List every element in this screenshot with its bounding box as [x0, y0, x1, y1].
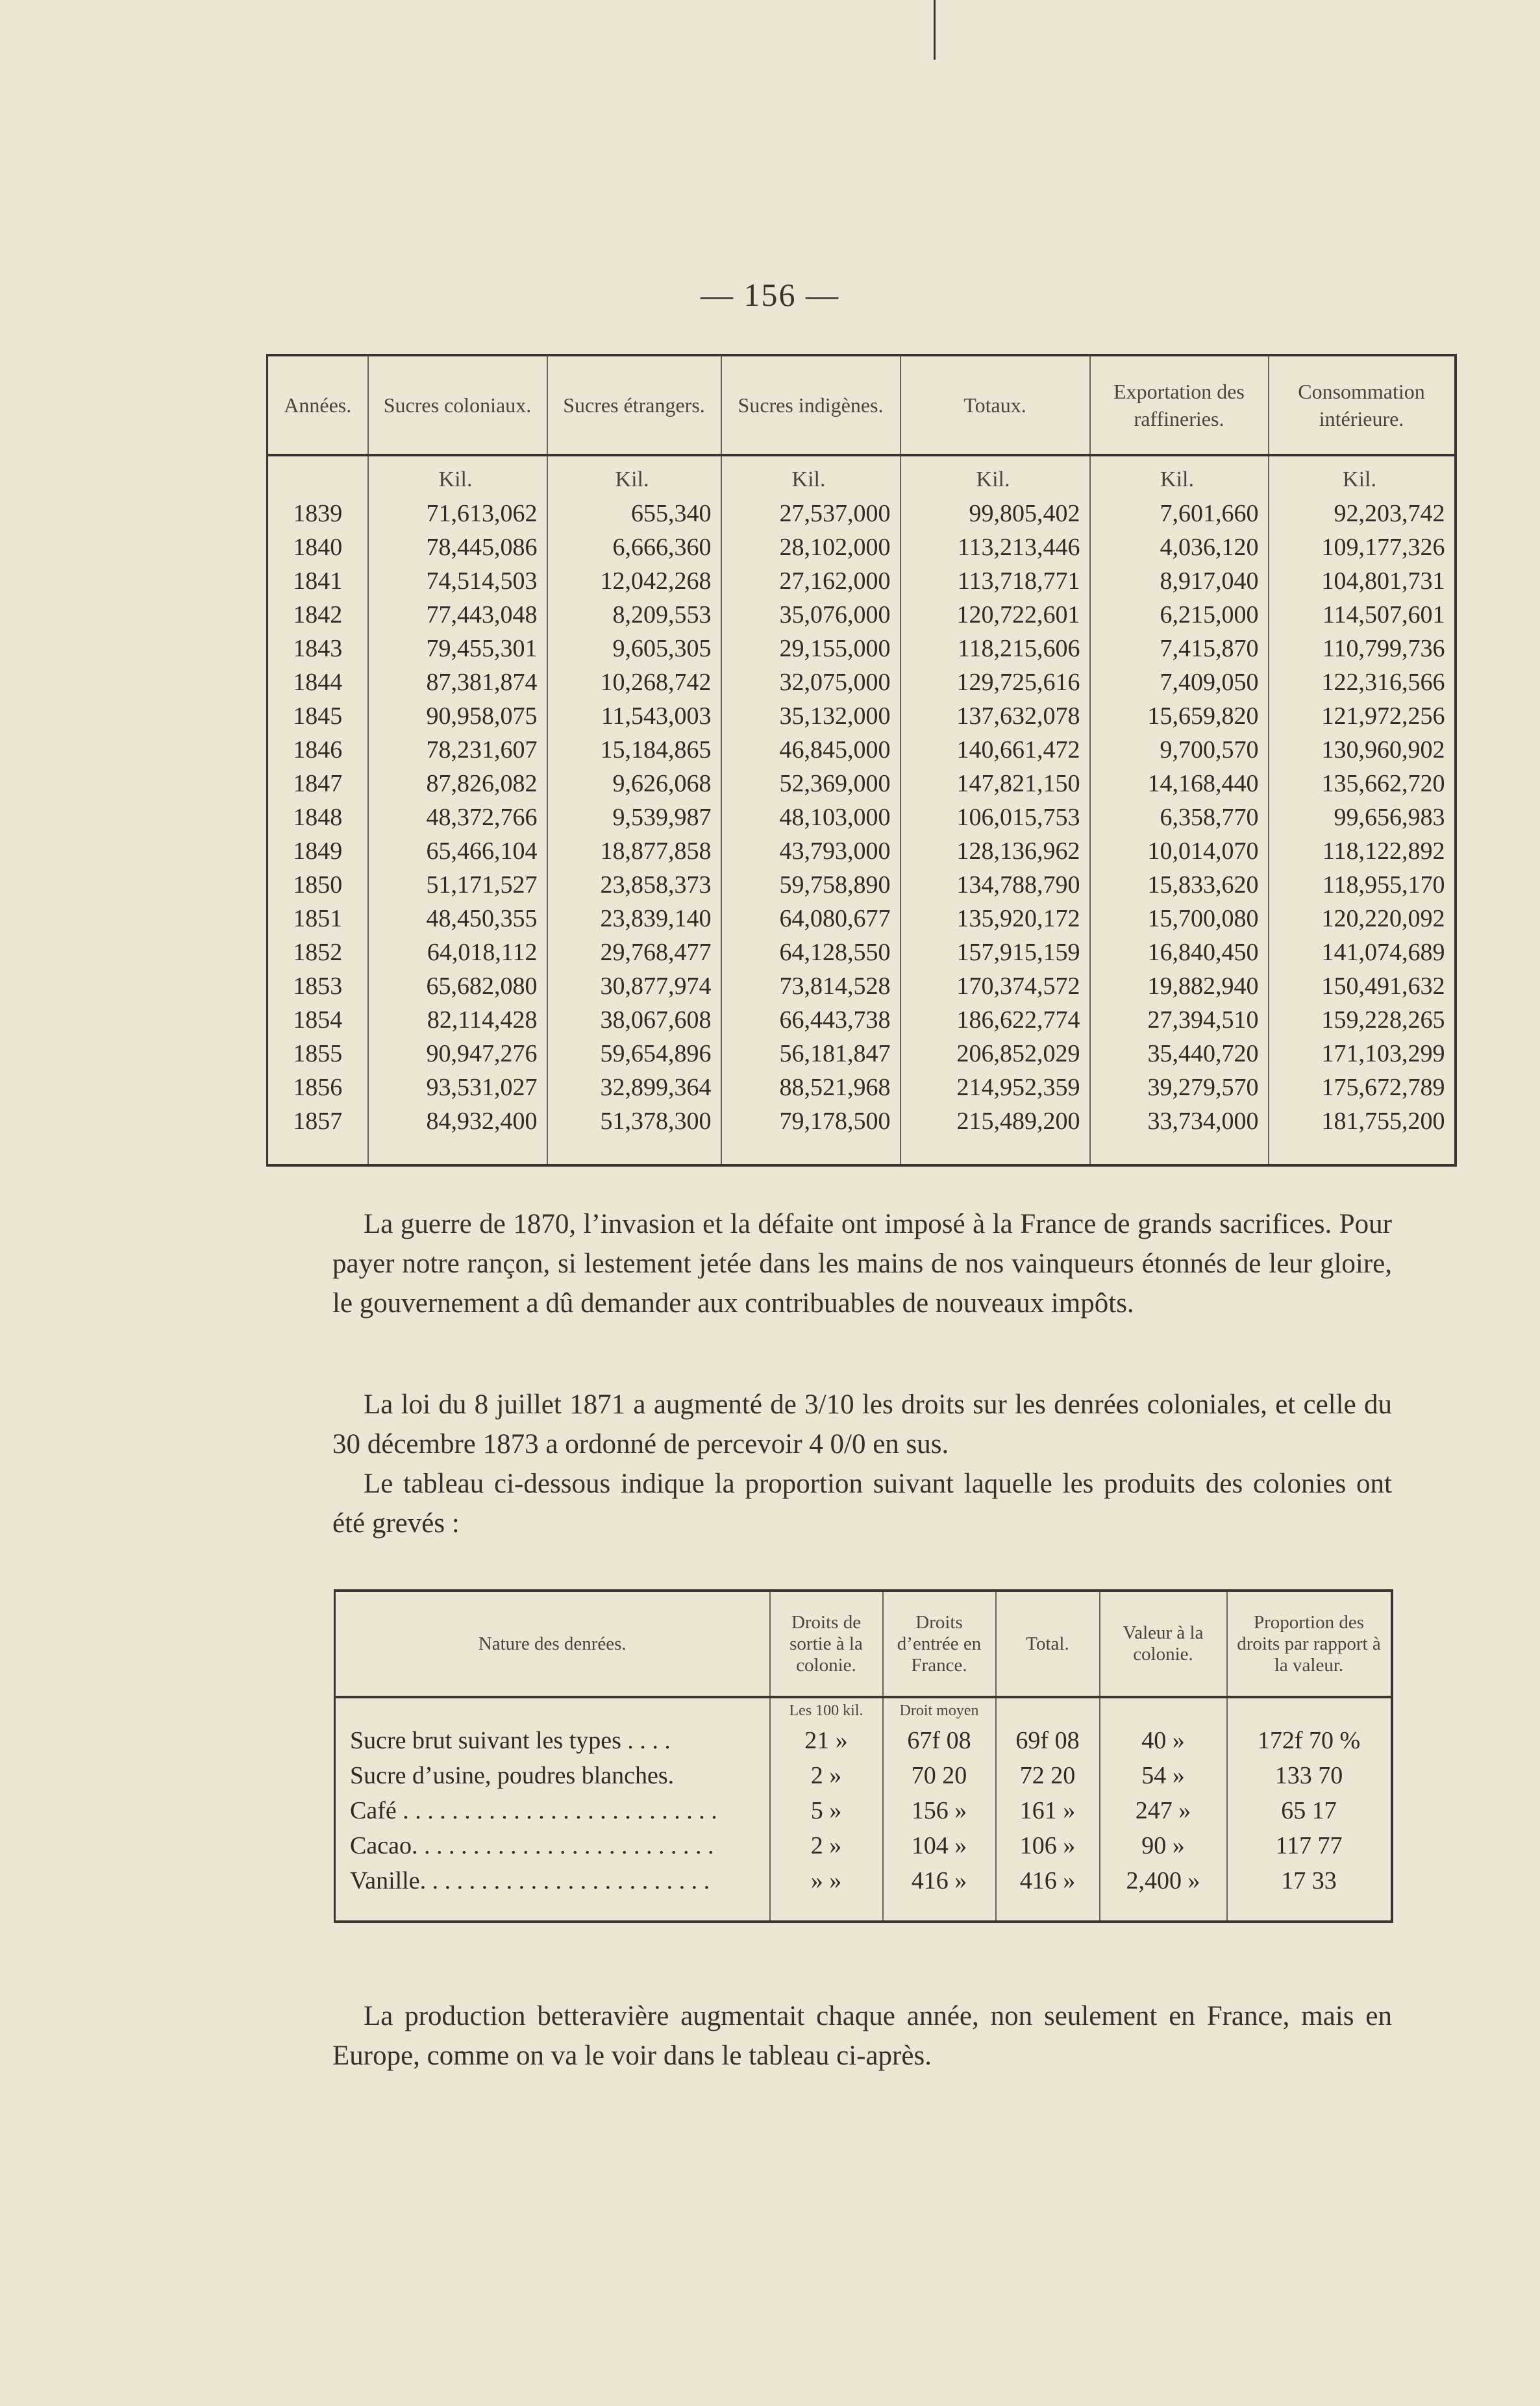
table-cell: 129,725,616 — [900, 665, 1090, 699]
table2-header-proportion: Proportion des droits par rapport à la valeur. — [1227, 1591, 1392, 1697]
paragraph-table-intro: Le tableau ci-dessous indique la proportion suivant laquelle les produits des colonies ont été grevés : — [332, 1469, 1392, 1539]
unit-cell: Kil. — [1343, 467, 1376, 491]
spacer-cell — [267, 1138, 368, 1165]
table-cell: Cacao. . . . . . . . . . . . . . . . . . . . . . . . . — [335, 1828, 770, 1863]
table-cell: 171,103,299 — [1321, 1040, 1445, 1067]
unit-cell: Kil. — [721, 455, 900, 497]
table-cell: 157,915,159 — [900, 936, 1090, 969]
table-cell: 7,415,870 — [1090, 632, 1269, 665]
unit-cell — [335, 1697, 770, 1723]
table-row — [267, 497, 1456, 530]
table-cell: 35,440,720 — [1090, 1037, 1269, 1071]
table-cell: 82,114,428 — [368, 1003, 547, 1037]
table-row — [267, 699, 1456, 733]
table-row — [267, 1037, 1456, 1071]
table-cell: 69f 08 — [996, 1723, 1100, 1758]
table-cell: 159,228,265 — [1321, 1006, 1445, 1034]
table-cell: 8,917,040 — [1090, 564, 1269, 598]
spacer-cell — [996, 1898, 1100, 1922]
table-cell: 118,122,892 — [1322, 837, 1445, 865]
table-cell: 59,654,896 — [547, 1037, 721, 1071]
table-cell: 117 77 — [1275, 1832, 1343, 1859]
spacer-cell — [721, 1138, 900, 1165]
sugar-statistics-table — [266, 354, 1457, 1167]
table-cell: 73,814,528 — [721, 969, 900, 1003]
unit-cell: Kil. — [900, 455, 1090, 497]
table-cell: 150,491,632 — [1321, 973, 1445, 1000]
table-cell: 87,381,874 — [368, 665, 547, 699]
unit-cell — [1100, 1697, 1227, 1723]
table-row — [267, 767, 1456, 800]
table-cell: 134,788,790 — [900, 868, 1090, 902]
table-cell: 135,920,172 — [900, 902, 1090, 936]
table-cell: Sucre d’usine, poudres blanches. — [335, 1758, 770, 1793]
table-row — [267, 1071, 1456, 1104]
table-cell: 64,128,550 — [721, 936, 900, 969]
table1-body — [267, 455, 1456, 1165]
table-cell: Sucre brut suivant les types . . . . — [335, 1723, 770, 1758]
table-cell: 1839 — [267, 497, 368, 530]
table1-units-row — [267, 455, 1456, 497]
table-cell: 15,184,865 — [547, 733, 721, 767]
table-cell: 54 » — [1100, 1758, 1227, 1793]
table-cell: 10,268,742 — [547, 665, 721, 699]
table-cell: » » — [770, 1863, 883, 1898]
table-row — [267, 733, 1456, 767]
table-cell: 120,722,601 — [900, 598, 1090, 632]
table-cell: 38,067,608 — [547, 1003, 721, 1037]
table-cell: 114,507,601 — [1322, 601, 1445, 628]
paragraph-beet-production: La production betteravière augmentait chaque année, non seulement en France, mais en Europe, comme on va le voir dans le tableau ci-après. — [332, 2001, 1392, 2071]
table-cell: 90,947,276 — [368, 1037, 547, 1071]
table-bottom-spacer — [267, 1138, 1456, 1165]
table-cell: 90,958,075 — [368, 699, 547, 733]
table-row — [267, 969, 1456, 1003]
table1-header-foreign: Sucres étrangers. — [547, 355, 721, 455]
table-cell: 2 » — [770, 1758, 883, 1793]
table-cell: 186,622,774 — [900, 1003, 1090, 1037]
unit-cell: Les 100 kil. — [770, 1697, 883, 1723]
table-cell: 9,700,570 — [1090, 733, 1269, 767]
table-cell: 79,178,500 — [721, 1104, 900, 1138]
table-cell: 1854 — [267, 1003, 368, 1037]
table-cell: 2 » — [770, 1828, 883, 1863]
table2-header-exit-duty: Droits de sortie à la colonie. — [770, 1591, 883, 1697]
table-cell: 16,840,450 — [1090, 936, 1269, 969]
table-cell: 35,132,000 — [721, 699, 900, 733]
table-cell: 118,955,170 — [1322, 871, 1445, 899]
table1-header-consumption: Consommation intérieure. — [1269, 355, 1456, 455]
unit-cell — [1227, 1697, 1392, 1723]
table-row — [335, 1828, 1392, 1863]
table-cell: 1855 — [267, 1037, 368, 1071]
table-cell: 1850 — [267, 868, 368, 902]
table-cell: 19,882,940 — [1090, 969, 1269, 1003]
table-row — [267, 1003, 1456, 1037]
table-cell: 1853 — [267, 969, 368, 1003]
table-row — [267, 834, 1456, 868]
table-cell: 181,755,200 — [1321, 1108, 1445, 1135]
table-cell: 71,613,062 — [368, 497, 547, 530]
table-cell: 90 » — [1100, 1828, 1227, 1863]
table-cell: Café . . . . . . . . . . . . . . . . . . . . . . . . . . — [335, 1793, 770, 1828]
table-row — [267, 868, 1456, 902]
table-cell: 104,801,731 — [1321, 567, 1445, 595]
paragraph-war-1870: La guerre de 1870, l’invasion et la défaite ont imposé à la France de grands sacrifices. Pour payer notre rançon, si lestement jetée dans les mains de nos vainqueurs étonnés de leur gloire, le gouvernement a dû demander aux contribuables de nouveaux impôts. — [332, 1209, 1392, 1319]
table-cell: 67f 08 — [883, 1723, 996, 1758]
table-cell: 247 » — [1100, 1793, 1227, 1828]
table-cell: 1849 — [267, 834, 368, 868]
table-cell: 104 » — [883, 1828, 996, 1863]
table-cell: 79,455,301 — [368, 632, 547, 665]
table-cell: 32,075,000 — [721, 665, 900, 699]
table-cell: 1841 — [267, 564, 368, 598]
table-cell: 84,932,400 — [368, 1104, 547, 1138]
table1-header-colonial: Sucres coloniaux. — [368, 355, 547, 455]
table-cell: 46,845,000 — [721, 733, 900, 767]
table-cell: 137,632,078 — [900, 699, 1090, 733]
unit-cell — [996, 1697, 1100, 1723]
table-cell: 65,466,104 — [368, 834, 547, 868]
table-cell: 15,659,820 — [1090, 699, 1269, 733]
colonial-duties-table — [334, 1589, 1393, 1923]
table-cell: 133 70 — [1274, 1762, 1343, 1789]
table-cell: 6,666,360 — [547, 530, 721, 564]
table-row — [335, 1793, 1392, 1828]
spacer-cell — [770, 1898, 883, 1922]
table-cell: 1842 — [267, 598, 368, 632]
table2-body — [335, 1697, 1392, 1922]
table-cell: 88,521,968 — [721, 1071, 900, 1104]
table-cell: 10,014,070 — [1090, 834, 1269, 868]
table-cell: 1843 — [267, 632, 368, 665]
table-cell: 27,537,000 — [721, 497, 900, 530]
table-cell: 1851 — [267, 902, 368, 936]
table2-units-row — [335, 1697, 1392, 1723]
table-cell: 65 17 — [1281, 1797, 1337, 1824]
table-cell: 109,177,326 — [1321, 534, 1445, 561]
table-cell: 70 20 — [883, 1758, 996, 1793]
table-cell: 56,181,847 — [721, 1037, 900, 1071]
table-cell: 128,136,962 — [900, 834, 1090, 868]
table-cell: 18,877,858 — [547, 834, 721, 868]
table-cell: 156 » — [883, 1793, 996, 1828]
table-cell: 8,209,553 — [547, 598, 721, 632]
table-row — [267, 1104, 1456, 1138]
table-cell: 7,601,660 — [1090, 497, 1269, 530]
table-cell: 121,972,256 — [1321, 702, 1445, 730]
table-cell: 51,171,527 — [368, 868, 547, 902]
table-cell: 21 » — [770, 1723, 883, 1758]
table-cell: 1844 — [267, 665, 368, 699]
table-cell: 170,374,572 — [900, 969, 1090, 1003]
table-cell: 17 33 — [1281, 1867, 1337, 1894]
table-cell: 9,605,305 — [547, 632, 721, 665]
table-cell: 28,102,000 — [721, 530, 900, 564]
unit-cell: Droit moyen — [883, 1697, 996, 1723]
table2-header-row — [335, 1591, 1392, 1697]
spacer-cell — [547, 1138, 721, 1165]
table-cell: 7,409,050 — [1090, 665, 1269, 699]
table-cell: 113,213,446 — [900, 530, 1090, 564]
table-cell: 1852 — [267, 936, 368, 969]
table-cell: 23,839,140 — [547, 902, 721, 936]
table-cell: 99,805,402 — [900, 497, 1090, 530]
spacer-cell — [368, 1138, 547, 1165]
table-cell: 206,852,029 — [900, 1037, 1090, 1071]
unit-cell: Kil. — [1090, 455, 1269, 497]
table-cell: 78,231,607 — [368, 733, 547, 767]
table-cell: 33,734,000 — [1090, 1104, 1269, 1138]
table-cell: 9,539,987 — [547, 800, 721, 834]
table-cell: 140,661,472 — [900, 733, 1090, 767]
table-cell: 1848 — [267, 800, 368, 834]
table-row — [335, 1863, 1392, 1898]
table-row — [267, 598, 1456, 632]
table-cell: 64,018,112 — [368, 936, 547, 969]
spacer-cell — [1100, 1898, 1227, 1922]
table-cell: 27,162,000 — [721, 564, 900, 598]
table-cell: 2,400 » — [1100, 1863, 1227, 1898]
table-row — [267, 936, 1456, 969]
table-cell: 215,489,200 — [900, 1104, 1090, 1138]
table-cell: 27,394,510 — [1090, 1003, 1269, 1037]
table-cell: 214,952,359 — [900, 1071, 1090, 1104]
table-cell: 172f 70 % — [1257, 1727, 1361, 1754]
table-row — [267, 564, 1456, 598]
paragraph-law-1871: La loi du 8 juillet 1871 a augmenté de 3/10 les droits sur les denrées coloniales, et celle du 30 décembre 1873 a ordonné de percevoir 4 0/0 en sus. — [332, 1389, 1392, 1459]
table-cell: 106 » — [996, 1828, 1100, 1863]
table-cell: 77,443,048 — [368, 598, 547, 632]
table-cell: 72 20 — [996, 1758, 1100, 1793]
table-cell: 15,700,080 — [1090, 902, 1269, 936]
unit-cell — [267, 455, 368, 497]
table-row — [335, 1723, 1392, 1758]
table-bottom-spacer — [335, 1898, 1392, 1922]
table-cell: 15,833,620 — [1090, 868, 1269, 902]
table-cell: 110,799,736 — [1322, 635, 1445, 662]
spacer-cell — [1227, 1898, 1392, 1922]
table1-header-totals: Totaux. — [900, 355, 1090, 455]
table-cell: 135,662,720 — [1321, 770, 1445, 797]
table-cell: 9,626,068 — [547, 767, 721, 800]
table-cell: 106,015,753 — [900, 800, 1090, 834]
table-cell: 78,445,086 — [368, 530, 547, 564]
table2-header-entry-duty: Droits d’entrée en France. — [883, 1591, 996, 1697]
table-row — [267, 632, 1456, 665]
table-row — [267, 665, 1456, 699]
table-cell: 416 » — [883, 1863, 996, 1898]
table-cell: 130,960,902 — [1321, 736, 1445, 763]
table-cell: 48,103,000 — [721, 800, 900, 834]
table-cell: 39,279,570 — [1090, 1071, 1269, 1104]
table-cell: 35,076,000 — [721, 598, 900, 632]
spacer-cell — [1269, 1138, 1456, 1165]
table-cell: 416 » — [996, 1863, 1100, 1898]
table-row — [335, 1758, 1392, 1793]
table-cell: 43,793,000 — [721, 834, 900, 868]
table-cell: 113,718,771 — [900, 564, 1090, 598]
table-cell: 59,758,890 — [721, 868, 900, 902]
table-cell: 175,672,789 — [1321, 1074, 1445, 1101]
table-cell: 29,155,000 — [721, 632, 900, 665]
table-cell: 64,080,677 — [721, 902, 900, 936]
table-cell: 141,074,689 — [1321, 939, 1445, 966]
table2-header-total: Total. — [996, 1591, 1100, 1697]
table-cell: 66,443,738 — [721, 1003, 900, 1037]
table-cell: 6,358,770 — [1090, 800, 1269, 834]
table-cell: 40 » — [1100, 1723, 1227, 1758]
table-cell: 30,877,974 — [547, 969, 721, 1003]
table-cell: 74,514,503 — [368, 564, 547, 598]
table-cell: 52,369,000 — [721, 767, 900, 800]
table-cell: Vanille. . . . . . . . . . . . . . . . . . . . . . . . — [335, 1863, 770, 1898]
scan-mark — [934, 0, 936, 60]
table-cell: 48,372,766 — [368, 800, 547, 834]
table-cell: 12,042,268 — [547, 564, 721, 598]
table-row — [267, 530, 1456, 564]
spacer-cell — [883, 1898, 996, 1922]
table-cell: 14,168,440 — [1090, 767, 1269, 800]
table-cell: 92,203,742 — [1334, 500, 1445, 527]
table1-header-export: Exportation des raffineries. — [1090, 355, 1269, 455]
table-cell: 1845 — [267, 699, 368, 733]
table-cell: 48,450,355 — [368, 902, 547, 936]
table-cell: 147,821,150 — [900, 767, 1090, 800]
table-cell: 161 » — [996, 1793, 1100, 1828]
table-cell: 32,899,364 — [547, 1071, 721, 1104]
table-cell: 51,378,300 — [547, 1104, 721, 1138]
table-cell: 99,656,983 — [1334, 804, 1445, 831]
spacer-cell — [335, 1898, 770, 1922]
table-cell: 655,340 — [547, 497, 721, 530]
table-cell: 93,531,027 — [368, 1071, 547, 1104]
table2-header-value: Valeur à la colonie. — [1100, 1591, 1227, 1697]
unit-cell: Kil. — [368, 455, 547, 497]
table2-header-nature: Nature des denrées. — [335, 1591, 770, 1697]
table-cell: 4,036,120 — [1090, 530, 1269, 564]
table-cell: 11,543,003 — [547, 699, 721, 733]
table-cell: 23,858,373 — [547, 868, 721, 902]
table-cell: 1847 — [267, 767, 368, 800]
table-cell: 1846 — [267, 733, 368, 767]
table-cell: 87,826,082 — [368, 767, 547, 800]
table-cell: 120,220,092 — [1321, 905, 1445, 932]
table-cell: 122,316,566 — [1321, 669, 1445, 696]
table1-header-domestic: Sucres indigènes. — [721, 355, 900, 455]
table-cell: 1857 — [267, 1104, 368, 1138]
table-cell: 29,768,477 — [547, 936, 721, 969]
table1-header-row — [267, 355, 1456, 455]
unit-cell: Kil. — [547, 455, 721, 497]
table-row — [267, 902, 1456, 936]
table1-header-years: Années. — [267, 355, 368, 455]
spacer-cell — [1090, 1138, 1269, 1165]
table-row — [267, 800, 1456, 834]
table-cell: 65,682,080 — [368, 969, 547, 1003]
table-cell: 1856 — [267, 1071, 368, 1104]
table-cell: 118,215,606 — [900, 632, 1090, 665]
page-number: — 156 — — [701, 277, 839, 313]
spacer-cell — [900, 1138, 1090, 1165]
table-cell: 6,215,000 — [1090, 598, 1269, 632]
table-cell: 1840 — [267, 530, 368, 564]
table-cell: 5 » — [770, 1793, 883, 1828]
